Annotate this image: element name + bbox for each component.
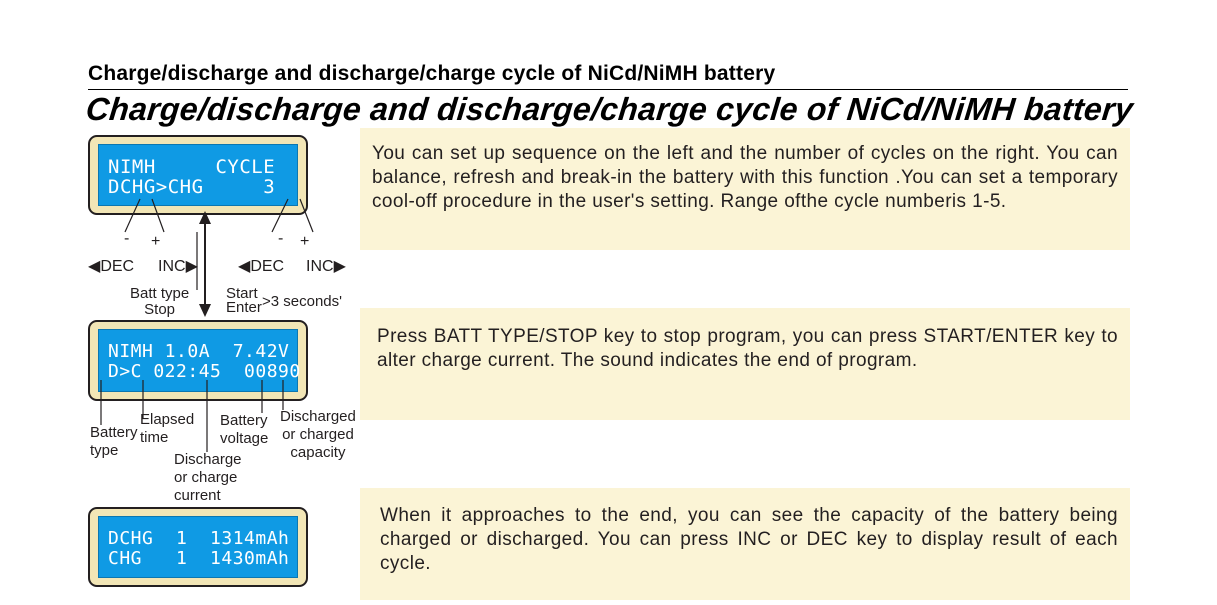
- left-triangle-icon: ◀: [238, 258, 251, 275]
- lcd-line-2: DCHG>CHG 3: [108, 176, 276, 198]
- dec-key-right: [238, 256, 284, 276]
- discharge-current-callout: Discharge or charge current: [174, 451, 242, 504]
- paragraph-result: When it approaches to the end, you can see the capacity of the battery being charged or discharged. You can press INC or DEC key to display result of each cycle.: [380, 505, 1118, 574]
- elapsed-time-callout: Elapsed time: [140, 411, 195, 446]
- minus-leader-left: [125, 199, 140, 232]
- paragraph-stop: Press BATT TYPE/STOP key to stop program, you can press START/ENTER key to alter charge current. The sound indicates the end of program.: [377, 326, 1118, 371]
- right-triangle-icon: ▶: [333, 258, 346, 275]
- left-triangle-icon: ◀: [88, 258, 101, 275]
- dec-key-label: DEC: [100, 258, 135, 275]
- lcd-line-1: NIMH CYCLE: [108, 156, 276, 178]
- hold-time-label: >3 seconds': [262, 293, 343, 310]
- batt-type-stop-label: Batt type Stop: [130, 285, 190, 318]
- plus-sign-right: +: [300, 233, 310, 250]
- plus-sign-left: +: [151, 233, 161, 250]
- dec-key-label: DEC: [250, 258, 285, 275]
- lcd-line-2: D>C 022:45 00890: [108, 361, 301, 382]
- paragraph-cycle: You can set up sequence on the left and the number of cycles on the right. You can balance, refresh and break-in the battery with this function .You can set a temporary cool-off procedure in the user's setting. Range ofthe cycle numberis 1-5.: [372, 143, 1118, 212]
- minus-sign-right: -: [278, 230, 284, 247]
- inc-key-right: [306, 256, 346, 276]
- lcd-line-1: NIMH 1.0A 7.42V: [108, 341, 290, 362]
- battery-type-callout: Battery type: [90, 424, 138, 459]
- section-title-small: Charge/discharge and discharge/charge cycle of NiCd/NiMH battery: [88, 62, 776, 85]
- capacity-callout: Discharged or charged capacity: [280, 408, 356, 461]
- plus-leader-left: [152, 199, 164, 232]
- minus-leader-right: [272, 199, 288, 232]
- plus-leader-right: [300, 199, 313, 232]
- start-enter-label: Start Enter: [226, 285, 262, 316]
- scroll-arrow-icon: [199, 211, 211, 317]
- minus-sign-left: -: [124, 230, 130, 247]
- battery-voltage-callout: Battery voltage: [220, 412, 269, 447]
- dec-key-left: [88, 256, 134, 276]
- lcd-line-1: DCHG 1 1314mAh: [108, 528, 290, 549]
- right-triangle-icon: ▶: [185, 258, 198, 275]
- inc-key-left: [158, 256, 198, 276]
- inc-key-label: INC: [306, 258, 334, 275]
- section-title-large: Charge/discharge and discharge/charge cycle of NiCd/NiMH battery: [84, 91, 1136, 127]
- lcd-line-2: CHG 1 1430mAh: [108, 548, 290, 569]
- inc-key-label: INC: [158, 258, 186, 275]
